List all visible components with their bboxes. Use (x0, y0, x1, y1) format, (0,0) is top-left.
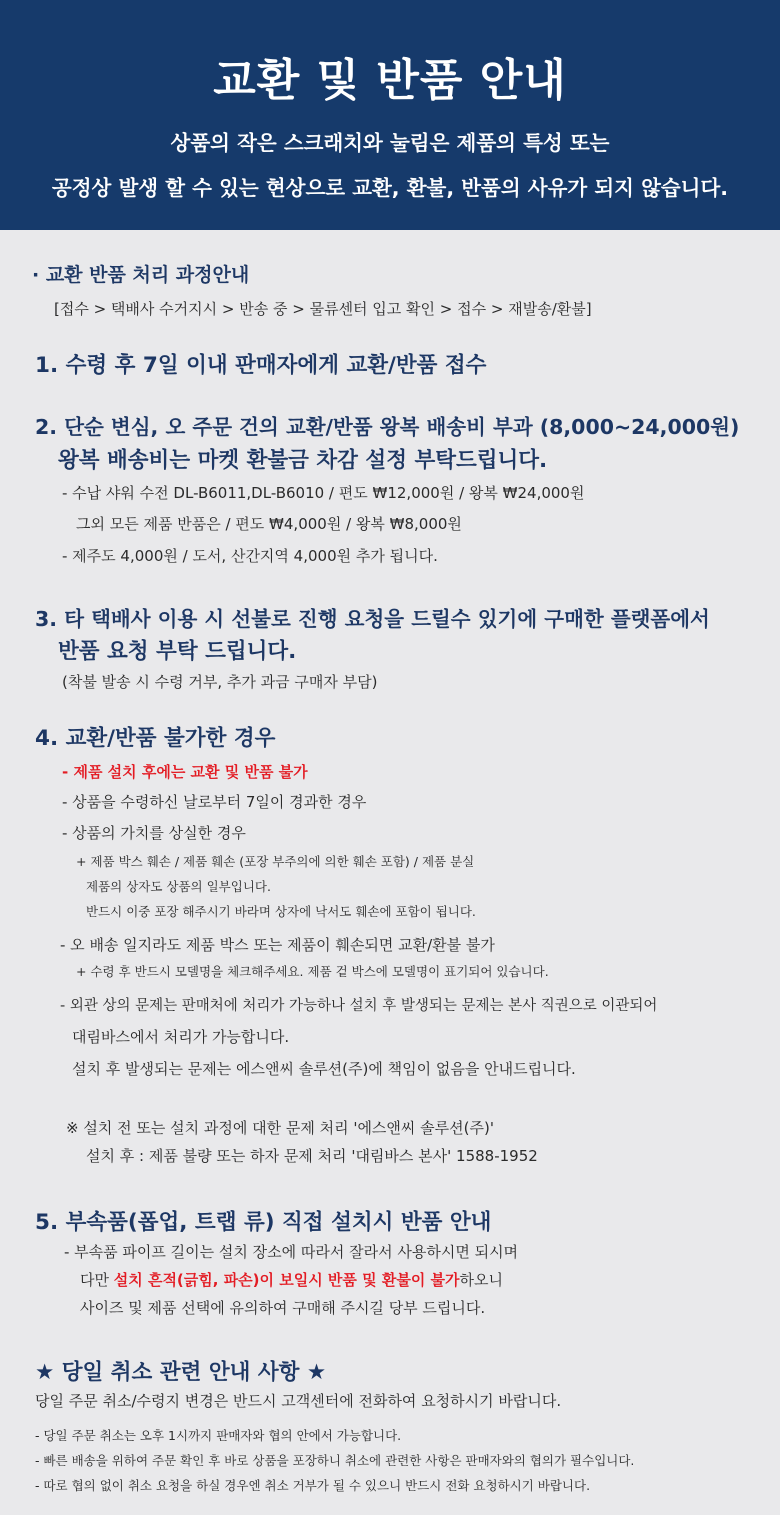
cancel-item1: - 당일 주문 취소는 오후 1시까지 판매자와 협의 안에서 가능합니다. (35, 1428, 402, 1443)
section2-item3: - 제주도 4,000원 / 도서, 산간지역 4,000원 추가 됩니다. (62, 547, 438, 565)
section3-note: (착불 발송 시 수령 거부, 추가 과금 구매자 부담) (62, 673, 378, 691)
section4-item5-line3: 설치 후 발생되는 문제는 에스앤씨 솔루션(주)에 책임이 없음을 안내드립니다. (72, 1060, 576, 1078)
section4-item5-line2: 대림바스에서 처리가 가능합니다. (72, 1028, 290, 1046)
section4-title: 4. 교환/반품 불가한 경우 (35, 726, 276, 751)
section4-item4: - 오 배송 일지라도 제품 박스 또는 제품이 훼손되면 교환/환불 불가 (60, 936, 495, 954)
section5-title: 5. 부속품(폽업, 트랩 류) 직접 설치시 반품 안내 (35, 1210, 492, 1235)
section4-item4-sub: + 수령 후 반드시 모델명을 체크해주세요. 제품 겉 박스에 모델명이 표기되어 있습니다. (76, 964, 549, 979)
header-subtitle-line1: 상품의 작은 스크래치와 눌림은 제품의 특성 또는 (170, 131, 610, 155)
section4-note-line2: 설치 후 : 제품 불량 또는 하자 문제 처리 '대림바스 본사' 1588-1952 (86, 1147, 538, 1165)
section5-line2 (80, 1269, 503, 1290)
section5-line2-prefix: 다만 (80, 1271, 114, 1289)
section2-item1: - 수납 샤워 수전 DL-B6011,DL-B6010 / 편도 ₩12,000원 / 왕복 ₩24,000원 (62, 484, 585, 502)
header-subtitle-line2: 공정상 발생 할 수 있는 현상으로 교환, 환불, 반품의 사유가 되지 않습니다. (51, 176, 729, 200)
page-title: 교환 및 반품 안내 (213, 55, 567, 106)
process-title: · 교환 반품 처리 과정안내 (32, 264, 250, 286)
cancel-title: ★ 당일 취소 관련 안내 사항 ★ (35, 1360, 327, 1385)
section3-title-line2: 반품 요청 부탁 드립니다. (58, 639, 297, 664)
process-steps: [접수 > 택배사 수거지시 > 반송 중 > 물류센터 입고 확인 > 접수 > 재발송/환불] (54, 300, 592, 318)
header-banner (0, 0, 780, 230)
section4-item2: - 상품을 수령하신 날로부터 7일이 경과한 경우 (62, 793, 367, 811)
section4-item3-sub3: 반드시 이중 포장 해주시기 바라며 상자에 낙서도 훼손에 포함이 됩니다. (86, 904, 476, 919)
section4-item3-sub1: + 제품 박스 훼손 / 제품 훼손 (포장 부주의에 의한 훼손 포함) / 제품 분실 (76, 854, 475, 869)
section5-line2-red: 설치 흔적(긁힘, 파손)이 보일시 반품 및 환불이 불가 (113, 1271, 460, 1289)
cancel-intro: 당일 주문 취소/수령지 변경은 반드시 고객센터에 전화하여 요청하시기 바랍니다. (35, 1392, 562, 1410)
section1-title: 1. 수령 후 7일 이내 판매자에게 교환/반품 접수 (35, 353, 487, 378)
section3-title-line1: 3. 타 택배사 이용 시 선불로 진행 요청을 드릴수 있기에 구매한 플랫폼에서 (35, 607, 710, 631)
section5-line1: - 부속품 파이프 길이는 설치 장소에 따라서 잘라서 사용하시면 되시며 (64, 1243, 519, 1261)
cancel-item2: - 빠른 배송을 위하여 주문 확인 후 바로 상품을 포장하니 취소에 관련한 사항은 판매자와의 협의가 필수입니다. (35, 1453, 635, 1468)
section4-item3-sub2: 제품의 상자도 상품의 일부입니다. (86, 879, 271, 894)
section5-line2-suffix: 하오니 (459, 1271, 504, 1289)
content-body (0, 230, 780, 1515)
section5-line3: 사이즈 및 제품 선택에 유의하여 구매해 주시길 당부 드립니다. (80, 1299, 486, 1317)
section2-title-line2: 왕복 배송비는 마켓 환불금 차감 설정 부탁드립니다. (58, 448, 548, 473)
section4-item-red: - 제품 설치 후에는 교환 및 반품 불가 (62, 763, 308, 781)
section4-note-line1: ※ 설치 전 또는 설치 과정에 대한 문제 처리 '에스앤씨 솔루션(주)' (66, 1119, 494, 1137)
section2-title-line1: 2. 단순 변심, 오 주문 건의 교환/반품 왕복 배송비 부과 (8,000~24,000원) (35, 415, 740, 439)
section2-item2: 그외 모든 제품 반품은 / 편도 ₩4,000원 / 왕복 ₩8,000원 (76, 515, 462, 533)
section4-item3: - 상품의 가치를 상실한 경우 (62, 824, 246, 842)
cancel-item3: - 따로 협의 없이 취소 요청을 하실 경우엔 취소 거부가 될 수 있으니 반드시 전화 요청하시기 바랍니다. (35, 1478, 591, 1493)
section4-item5-line1: - 외관 상의 문제는 판매처에 처리가 가능하나 설치 후 발생되는 문제는 본사 직권으로 이관되어 (60, 998, 658, 1014)
